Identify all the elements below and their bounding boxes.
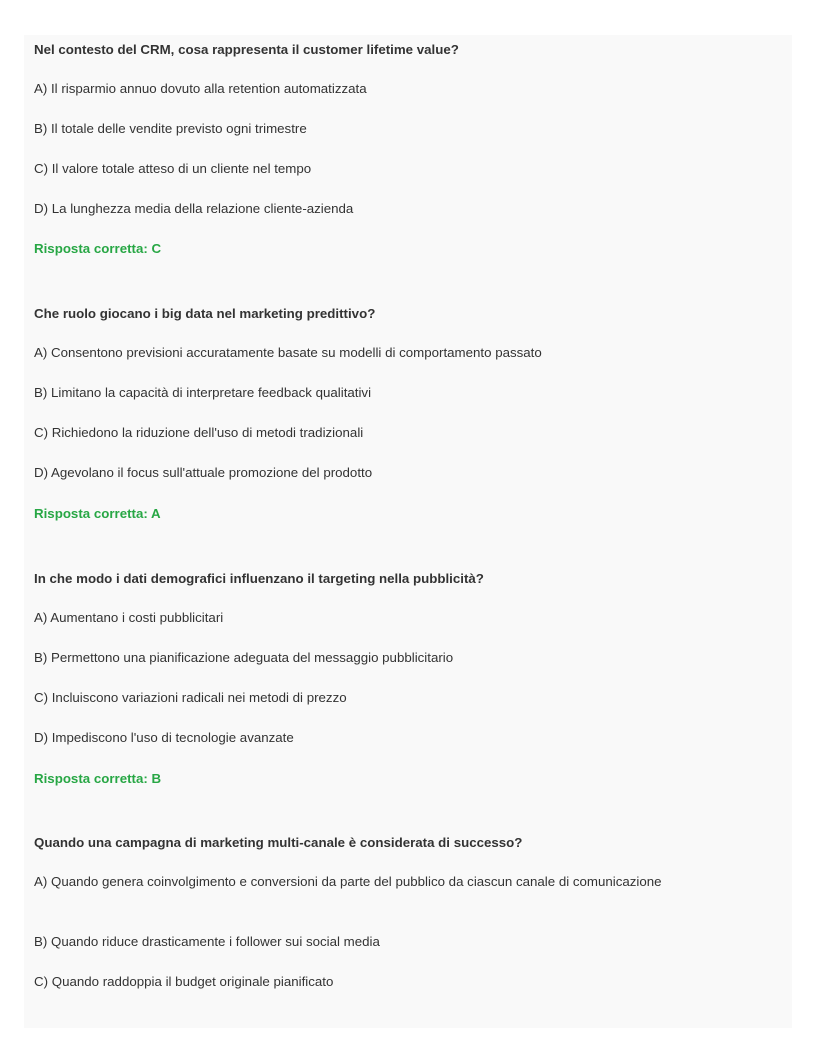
option-c: C) Richiedono la riduzione dell'uso di metodi tradizionali (34, 425, 364, 440)
option-c: C) Il valore totale atteso di un cliente nel tempo (34, 161, 312, 176)
option-b: B) Il totale delle vendite previsto ogni trimestre (34, 121, 307, 136)
correct-answer: Risposta corretta: B (34, 771, 162, 786)
option-d: D) Agevolano il focus sull'attuale promozione del prodotto (34, 465, 373, 480)
option-c: C) Quando raddoppia il budget originale pianificato (34, 974, 334, 989)
option-b: B) Quando riduce drasticamente i follower sui social media (34, 934, 380, 949)
correct-answer: Risposta corretta: C (34, 241, 162, 256)
question-text: Quando una campagna di marketing multi-canale è considerata di successo? (34, 835, 523, 850)
option-a: A) Il risparmio annuo dovuto alla retention automatizzata (34, 81, 367, 96)
question-text: Che ruolo giocano i big data nel marketing predittivo? (34, 306, 376, 321)
question-text: Nel contesto del CRM, cosa rappresenta il customer lifetime value? (34, 42, 459, 57)
correct-answer: Risposta corretta: A (34, 506, 161, 521)
option-d: D) La lunghezza media della relazione cliente-azienda (34, 201, 354, 216)
question-text: In che modo i dati demografici influenzano il targeting nella pubblicità? (34, 571, 484, 586)
option-b: B) Permettono una pianificazione adeguata del messaggio pubblicitario (34, 650, 454, 665)
quiz-sheet (24, 35, 792, 1028)
option-a: A) Quando genera coinvolgimento e conversioni da parte del pubblico da ciascun canale di comunicazione (34, 874, 662, 889)
option-a: A) Aumentano i costi pubblicitari (34, 610, 224, 625)
option-a: A) Consentono previsioni accuratamente basate su modelli di comportamento passato (34, 345, 542, 360)
option-d: D) Impediscono l'uso di tecnologie avanzate (34, 730, 294, 745)
option-c: C) Incluiscono variazioni radicali nei metodi di prezzo (34, 690, 347, 705)
option-b: B) Limitano la capacità di interpretare feedback qualitativi (34, 385, 372, 400)
